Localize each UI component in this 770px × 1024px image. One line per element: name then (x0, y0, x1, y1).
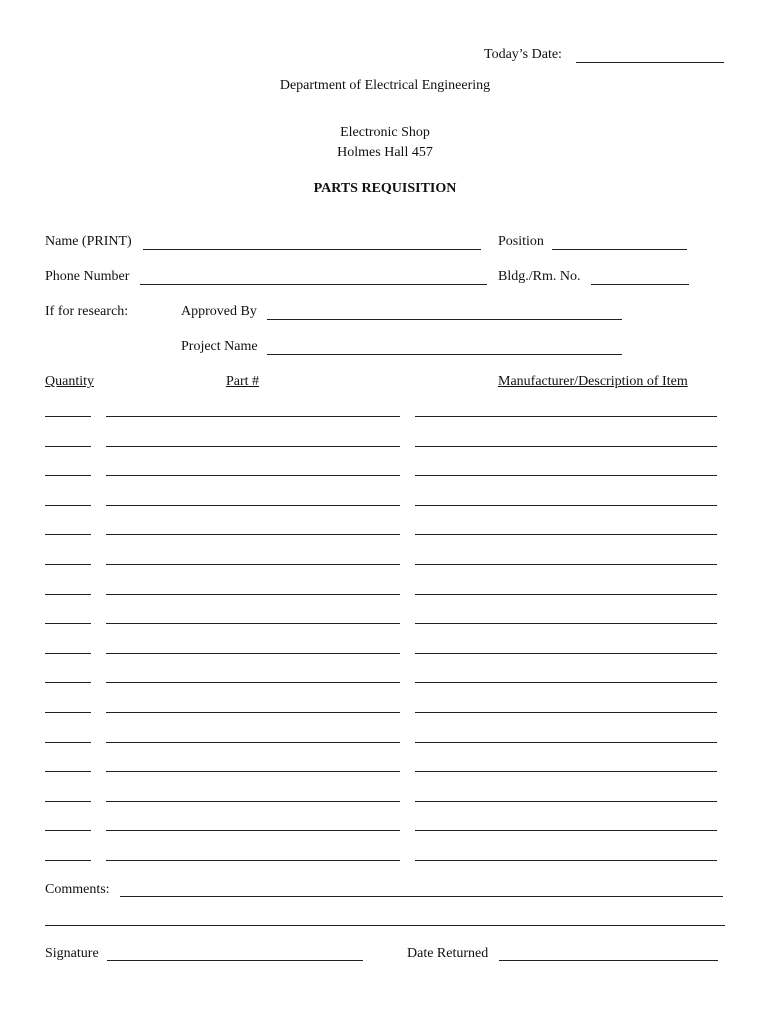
manufacturer-field-row-3[interactable] (415, 475, 717, 476)
bldg-label: Bldg./Rm. No. (498, 269, 581, 284)
quantity-field-row-7[interactable] (45, 594, 91, 595)
comments-field-line-2[interactable] (45, 925, 725, 926)
quantity-field-row-1[interactable] (45, 416, 91, 417)
part-number-field-row-10[interactable] (106, 682, 400, 683)
position-label: Position (498, 234, 544, 249)
manufacturer-field-row-8[interactable] (415, 623, 717, 624)
bldg-field[interactable] (591, 284, 689, 285)
part-number-field-row-2[interactable] (106, 446, 400, 447)
shop-location: Holmes Hall 457 (337, 145, 433, 160)
quantity-field-row-2[interactable] (45, 446, 91, 447)
name-field[interactable] (143, 249, 481, 250)
part-number-field-row-4[interactable] (106, 505, 400, 506)
manufacturer-field-row-12[interactable] (415, 742, 717, 743)
part-number-field-row-5[interactable] (106, 534, 400, 535)
comments-field-line-1[interactable] (120, 896, 723, 897)
approved-by-field[interactable] (267, 319, 622, 320)
position-field[interactable] (552, 249, 687, 250)
manufacturer-field-row-7[interactable] (415, 594, 717, 595)
quantity-field-row-12[interactable] (45, 742, 91, 743)
signature-field[interactable] (107, 960, 363, 961)
column-header-part: Part # (226, 374, 260, 389)
project-name-label: Project Name (181, 339, 258, 354)
signature-label: Signature (45, 946, 99, 961)
part-number-field-row-13[interactable] (106, 771, 400, 772)
phone-label: Phone Number (45, 269, 130, 284)
manufacturer-field-row-16[interactable] (415, 860, 717, 861)
comments-label: Comments: (45, 882, 110, 897)
date-returned-label: Date Returned (407, 946, 489, 961)
quantity-field-row-5[interactable] (45, 534, 91, 535)
quantity-field-row-11[interactable] (45, 712, 91, 713)
part-number-field-row-7[interactable] (106, 594, 400, 595)
phone-field[interactable] (140, 284, 487, 285)
part-number-field-row-8[interactable] (106, 623, 400, 624)
quantity-field-row-6[interactable] (45, 564, 91, 565)
manufacturer-field-row-14[interactable] (415, 801, 717, 802)
part-number-field-row-11[interactable] (106, 712, 400, 713)
column-header-manufacturer: Manufacturer/Description of Item (498, 374, 688, 389)
project-name-field[interactable] (267, 354, 622, 355)
quantity-field-row-9[interactable] (45, 653, 91, 654)
page-title: PARTS REQUISITION (313, 181, 457, 196)
manufacturer-field-row-11[interactable] (415, 712, 717, 713)
manufacturer-field-row-15[interactable] (415, 830, 717, 831)
part-number-field-row-12[interactable] (106, 742, 400, 743)
part-number-field-row-16[interactable] (106, 860, 400, 861)
part-number-field-row-14[interactable] (106, 801, 400, 802)
name-label: Name (PRINT) (45, 234, 132, 249)
part-number-field-row-1[interactable] (106, 416, 400, 417)
quantity-field-row-4[interactable] (45, 505, 91, 506)
department-name: Department of Electrical Engineering (279, 78, 491, 93)
shop-name: Electronic Shop (340, 125, 430, 140)
manufacturer-field-row-4[interactable] (415, 505, 717, 506)
quantity-field-row-16[interactable] (45, 860, 91, 861)
quantity-field-row-14[interactable] (45, 801, 91, 802)
quantity-field-row-3[interactable] (45, 475, 91, 476)
manufacturer-field-row-6[interactable] (415, 564, 717, 565)
approved-by-label: Approved By (181, 304, 257, 319)
quantity-field-row-15[interactable] (45, 830, 91, 831)
column-header-quantity: Quantity (45, 374, 94, 389)
quantity-field-row-10[interactable] (45, 682, 91, 683)
manufacturer-field-row-1[interactable] (415, 416, 717, 417)
part-number-field-row-6[interactable] (106, 564, 400, 565)
manufacturer-field-row-9[interactable] (415, 653, 717, 654)
part-number-field-row-3[interactable] (106, 475, 400, 476)
part-number-field-row-9[interactable] (106, 653, 400, 654)
manufacturer-field-row-2[interactable] (415, 446, 717, 447)
date-returned-field[interactable] (499, 960, 718, 961)
manufacturer-field-row-5[interactable] (415, 534, 717, 535)
todays-date-field[interactable] (576, 62, 724, 63)
manufacturer-field-row-10[interactable] (415, 682, 717, 683)
todays-date-label: Today’s Date: (484, 47, 562, 62)
manufacturer-field-row-13[interactable] (415, 771, 717, 772)
quantity-field-row-8[interactable] (45, 623, 91, 624)
quantity-field-row-13[interactable] (45, 771, 91, 772)
research-label: If for research: (45, 304, 129, 319)
part-number-field-row-15[interactable] (106, 830, 400, 831)
